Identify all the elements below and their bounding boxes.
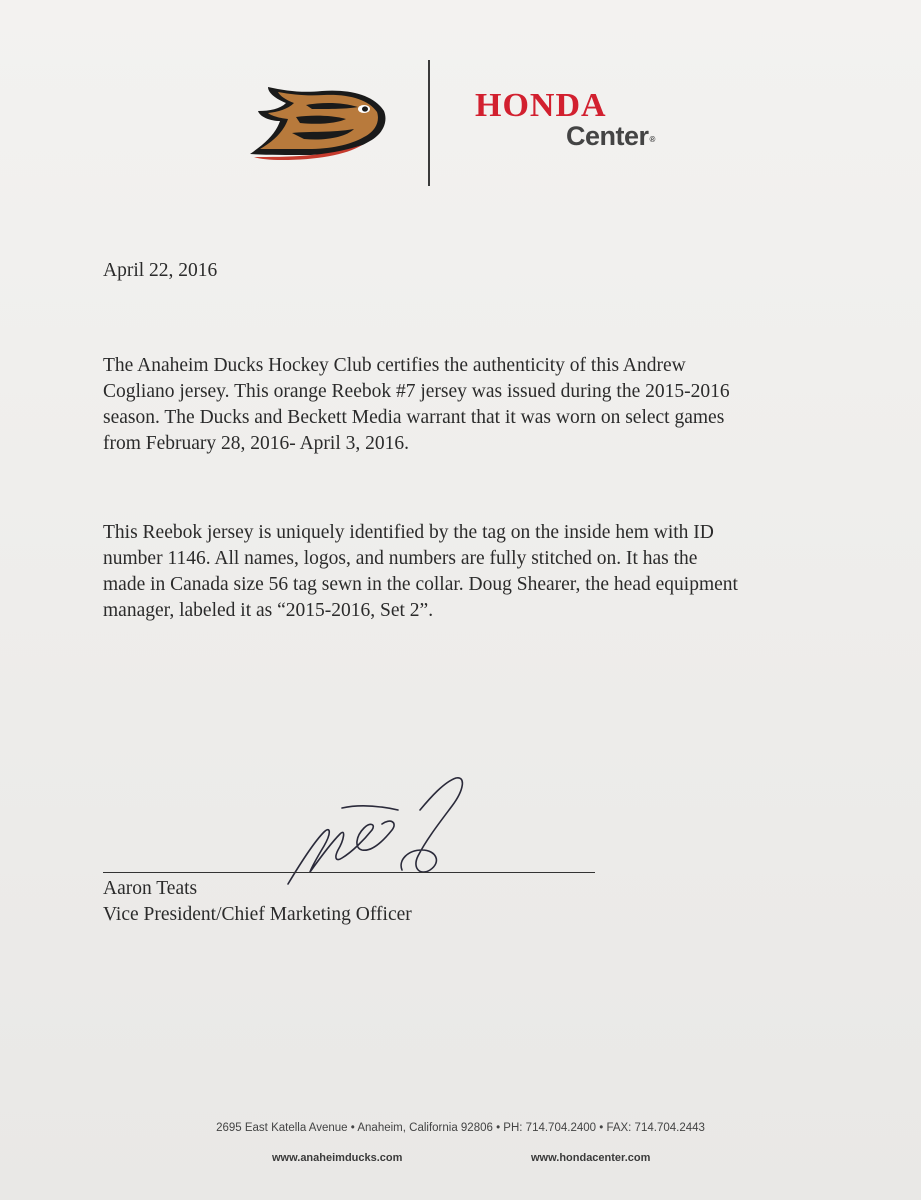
text-line: This Reebok jersey is uniquely identified by the tag on the inside hem with ID: [103, 522, 714, 543]
text-line: number 1146. All names, logos, and numbers are fully stitched on. It has the: [103, 548, 698, 569]
letterhead-divider: [428, 60, 430, 186]
footer-address: 2695 East Katella Avenue • Anaheim, California 92806 • PH: 714.704.2400 • FAX: 714.704.2443: [216, 1122, 705, 1134]
text-line: from February 28, 2016- April 3, 2016.: [103, 433, 410, 454]
letter-date: April 22, 2016: [103, 260, 218, 281]
trademark-symbol: ®: [649, 135, 655, 144]
text-line: The Anaheim Ducks Hockey Club certifies the authenticity of this Andrew: [103, 355, 686, 376]
paragraph-identification: [103, 520, 823, 624]
signature-line: [103, 872, 595, 873]
honda-wordmark: HONDA: [475, 87, 607, 124]
footer-url-honda: www.hondacenter.com: [531, 1152, 651, 1164]
center-wordmark: Center®: [566, 121, 655, 151]
paragraph-authenticity: [103, 353, 803, 457]
signer-title: Vice President/Chief Marketing Officer: [103, 904, 412, 925]
letterhead: [0, 55, 921, 190]
ducks-logo-icon: [246, 81, 388, 161]
footer-url-ducks: www.anaheimducks.com: [272, 1152, 403, 1164]
text-line: Cogliano jersey. This orange Reebok #7 jersey was issued during the 2015-2016: [103, 381, 730, 402]
text-line: season. The Ducks and Beckett Media warrant that it was worn on select games: [103, 407, 725, 428]
text-line: manager, labeled it as “2015-2016, Set 2”.: [103, 600, 434, 621]
text-line: made in Canada size 56 tag sewn in the collar. Doug Shearer, the head equipment: [103, 574, 738, 595]
signer-name: Aaron Teats: [103, 878, 198, 899]
